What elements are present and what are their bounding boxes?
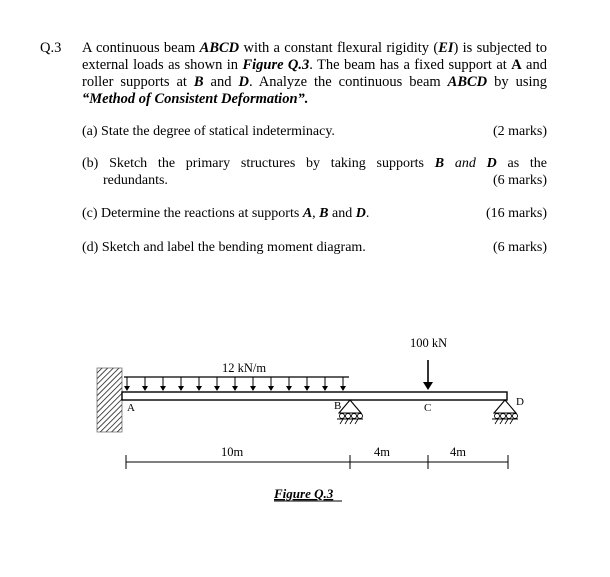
- beam-name: ABCD: [199, 40, 240, 56]
- udl-arrow: [286, 377, 292, 391]
- node-label-a: A: [127, 402, 135, 414]
- figure-reference: Figure Q.3: [242, 57, 310, 73]
- node-label-b: B: [334, 400, 342, 412]
- udl-arrow: [214, 377, 220, 391]
- part-a-text: (a) State the degree of statical indeterminacy.: [82, 124, 335, 139]
- udl-arrow: [124, 377, 130, 391]
- udl-arrow: [268, 377, 274, 391]
- part-c-marks: (16 marks): [485, 206, 547, 221]
- udl-arrow: [322, 377, 328, 391]
- method-name: “Method of Consistent Deformation”.: [82, 91, 309, 107]
- question-number: Q.3: [40, 40, 62, 56]
- point-load-label: 100 kN: [410, 336, 448, 350]
- question-paragraph: A continuous beam ABCD with a constant flexural rigidity (EI) is subjected to external loads as shown in Figure Q.3. The beam has a fixed support at A and roller supports at B and D. Analyze the continuous beam ABCD by using “Method of Consistent Deformation”.: [82, 40, 548, 107]
- fixed-support-wall: [97, 368, 122, 432]
- udl-arrow: [160, 377, 166, 391]
- udl-arrow: [178, 377, 184, 391]
- node-label-d: D: [516, 396, 524, 408]
- node-label-c: C: [424, 402, 432, 414]
- udl-arrow: [250, 377, 256, 391]
- flexural-rigidity-symbol: EI: [438, 40, 454, 56]
- part-a-marks: (2 marks): [492, 124, 547, 139]
- udl-arrow: [142, 377, 148, 391]
- udl-arrows: [124, 377, 346, 391]
- figure-caption: Figure Q.3: [274, 486, 334, 501]
- part-d-marks: (6 marks): [492, 240, 547, 255]
- udl-arrow: [232, 377, 238, 391]
- point-load-arrowhead: [423, 382, 433, 390]
- dimension-cd: 4m: [450, 445, 466, 459]
- part-b-marks: (6 marks): [492, 173, 547, 188]
- part-d-text: (d) Sketch and label the bending moment diagram.: [82, 240, 366, 255]
- beam: [122, 392, 507, 400]
- dimension-ab: 10m: [221, 445, 244, 459]
- part-b-line2: redundants.: [103, 173, 168, 188]
- dimension-bc: 4m: [374, 445, 390, 459]
- udl-arrow: [196, 377, 202, 391]
- udl-arrow: [304, 377, 310, 391]
- part-b-line1: (b) Sketch the primary structures by taking supports B and D as the: [82, 156, 548, 171]
- part-c-text: (c) Determine the reactions at supports A, B and D.: [82, 206, 370, 221]
- roller-support-d: [492, 400, 518, 424]
- udl-arrow: [340, 377, 346, 391]
- udl-label: 12 kN/m: [222, 361, 267, 375]
